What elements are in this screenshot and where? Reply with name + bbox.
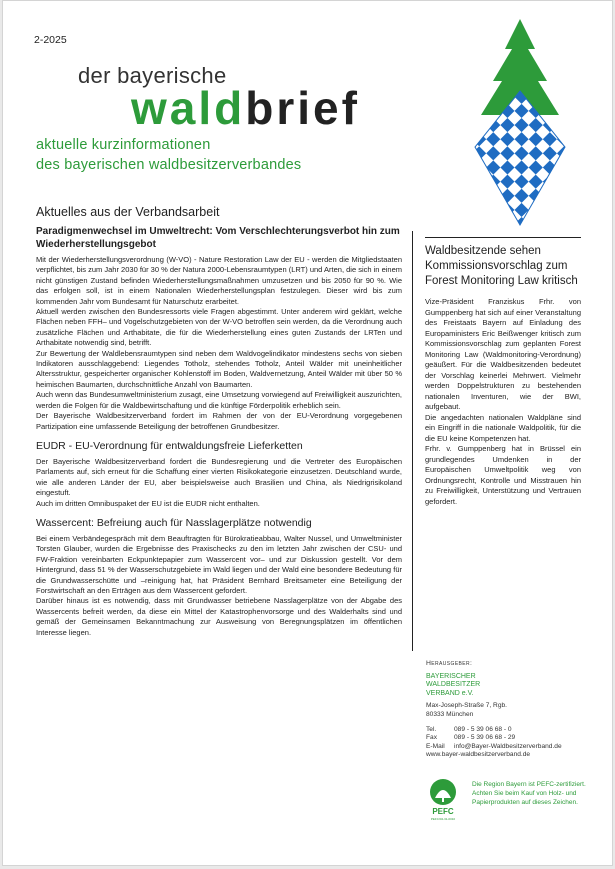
imprint-org-line: BAYERISCHER [426, 672, 476, 680]
imprint-street: Max-Joseph-Straße 7, Rgb. [426, 702, 507, 710]
article-1-paragraph: Auch wenn das Bundesumweltministerium zusagt, eine Umsetzung vorwiegend auf Freiwilligkeit auszurichten, werden die Folgen für die Waldbewirtschaftung und die künftige Förderpolitik erheblich sein. [36, 390, 403, 410]
imprint [426, 660, 596, 760]
imprint-fax [426, 734, 596, 743]
imprint-org-line: WALDBESITZER [426, 681, 481, 689]
imprint-heading: Herausgeber: [426, 660, 473, 667]
article-2-paragraph: Auch im dritten Omnibuspaket der EU ist die EUDR nicht enthalten. [36, 498, 260, 508]
article-1-headline: Paradigmenwechsel im Umweltrecht: Vom Verschlechterungsverbot hin zum Wiederherstellungsgebot [36, 226, 400, 250]
imprint-tel [426, 726, 596, 735]
article-1-paragraph: Aktuell werden zwischen den Bundesressorts viele Fragen abgestimmt. Unter anderem wird geklärt, welche Flächen neben FFH– und Vogelschutzgebieten von der W-VO betroffen sein werden, da die Verordnung auch zusätzliche Flächen und Arthabitate, die für die Wiederherstellung eines guten Zustands der LRTen und Arthabitate notwendig sind, betrifft. [36, 307, 402, 348]
imprint-org-line: VERBAND e.V. [426, 689, 474, 697]
main-column [36, 205, 402, 638]
sidebar-headline: Waldbesitzende sehen Kommissionsvorschlag zum Forest Monitoring Law kritisch [425, 245, 578, 287]
article-3-headline: Wassercent: Befreiung auch für Nasslagerplätze notwendig [36, 516, 312, 529]
tagline-line-1: aktuelle kurzinformationen [36, 137, 211, 153]
sidebar [425, 237, 581, 507]
sidebar-paragraph: Frhr. v. Gumppenberg hat in Brüssel ein grundlegendes Umdenken in der Europäischen Umweltpolitik weg von Ordnungsrecht, Kontrolle und Misstrauen hin zu Freiwilligkeit, Unterstützung und Vertrauen gefordert. [425, 444, 581, 506]
article-1-paragraph: Zur Bewertung der Waldlebensraumtypen sind neben dem Waldvogelindikator mindestens sechs von sieben Indikatoren ausschlaggebend: Liegendes Totholz, stehendes Totholz, Anteil Wälder mit uneinheitlicher Altersstruktur, gespeicherter organischer Kohlenstoff im Boden, Waldvernetzung, Anteil Wälder mit über 50 % heimischen Baumarten, durchschnittliche Anzahl von Baumarten. [36, 348, 402, 389]
pefc-logo-icon [426, 778, 460, 822]
article-2-paragraph: Der Bayerische Waldbesitzerverband fordert die Bundesregierung und die Vertreter des Europäischen Parlaments auf, sich erneut für die Schaffung einer vierten Risikokategorie einzusetzen. Deutschland wurde, wie alle anderen Länder der EU, aber beispielsweise auch Brasilien und China, als Niedrigrisikoland eingestuft. [36, 456, 402, 498]
article-3 [36, 517, 402, 638]
masthead-title-brief: brief [245, 82, 360, 134]
imprint-city: 80333 München [426, 710, 474, 718]
sidebar-paragraph: Die angedachten nationalen Waldpläne sind ein Eingriff in die nationale Waldpolitik, für die die EU keine Kompetenzen hat. [425, 412, 581, 443]
article-3-paragraph: Darüber hinaus ist es notwendig, dass mit Grundwasser betriebene Nasslagerplätze von der Abgabe des Wassercents befreit werden, da diese ein Mittel der Katastrophenvorsorge und des Walderhalts sind und gemäß der Gemeinsamen Bekanntmachung zur Ausweisung von Beregnungsplätzen im öffentlichen Interesse liegen. [36, 596, 402, 637]
section-title: Aktuelles aus der Verbandsarbeit [36, 205, 220, 219]
masthead-subtitle: der bayerische [78, 63, 227, 88]
article-1-paragraph: Der Bayerische Waldbesitzerverband fordert im Rahmen der von der EU-Verordnung vorgegebenen Partizipation eine umfassende Beteiligung der betroffenen Grundbesitzer. [36, 411, 402, 431]
sidebar-top-rule [425, 237, 581, 238]
article-3-paragraph: Bei einem Verbändegespräch mit dem Beauftragten für Bürokratieabbau, Walter Nussel, und Umweltminister Torsten Glauber, wurden die Ergebnisse des Praxischecks zu den im letzten Jahr zwischen der CSU- und FW-Fraktion vereinbarten Eckpunktepapier zum Wassercent vor– und zur Diskussion gestellt. Vor dem Hintergrund, dass 51 % der Wasserschutzgebiete im Wald liegen und der Wald eine besondere Bedeutung für die Grundwasserschütte und –reinigung hat, hat Präsident Bernhard Breitsameter eine Beteiligung der Forstwirtschaft an den Erträgen aus dem Wassercent gefordert. [36, 533, 402, 595]
newsletter-page [2, 0, 613, 866]
masthead-title [131, 82, 360, 134]
tree-diamond-logo-icon [465, 19, 575, 227]
issue-number: 2-2025 [34, 34, 67, 46]
imprint-email [426, 743, 596, 752]
article-2 [36, 440, 402, 509]
tel-value[interactable]: 089 - 5 39 06 68 - 0 [454, 725, 512, 733]
website-link[interactable]: www.bayer-waldbesitzerverband.de [426, 751, 531, 759]
article-2-headline: EUDR - EU-Verordnung für entwaldungsfreie Lieferketten [36, 439, 303, 452]
email-label: E-Mail [426, 742, 445, 750]
tel-label: Tel. [426, 725, 437, 733]
tagline-line-2: des bayerischen waldbesitzerverbandes [36, 157, 302, 173]
column-divider [412, 231, 413, 651]
article-1-paragraph: Mit der Wiederherstellungsverordnung (W-VO) - Nature Restoration Law der EU - werden die Mitgliedstaaten verpflichtet, bis zum Jahr 2030 für 30 % der Natura 2000-Lebensraumtypen (LRT) und Arten, die sich in einem nicht günstigen Zustand befinden Wiederherstellungsmaßnahmen umzusetzen und bis 2050 für 90 %. Wie das erfolgen soll, ist in einem Nationalen Wiederherstellungsplan festzulegen. Dieser wird bis zum kommenden Jahr vom Bundesamt für Naturschutz erarbeitet. [36, 255, 402, 306]
pefc-logo-sub: PEFC/04-31-0010 [430, 817, 456, 821]
fax-value: 089 - 5 39 06 68 - 29 [454, 734, 516, 742]
masthead-title-wald: wald [131, 82, 246, 134]
email-link[interactable]: info@Bayer-Waldbesitzerverband.de [454, 742, 562, 750]
pefc-logo-text: PEFC [432, 807, 454, 816]
sidebar-paragraph: Vize-Präsident Franziskus Frhr. von Gumppenberg hat sich auf einer Veranstaltung des Freistaats Bayern auf Einladung des Europaministers Eric Beißwenger kritisch zum Kommissionsvorschlag zum geplanten Forest Monitoring Law (Waldmonitoring-Verordnung) geäußert. Für die Waldbesitzenden bedeutet der Vorschlag keinerlei Mehrwert. Vielmehr werden Doppelstrukturen zu bestehenden nationalen Inventuren, wie der BWI, aufgebaut. [425, 297, 581, 411]
fax-label: Fax [426, 734, 437, 742]
pefc-block [426, 778, 606, 824]
pefc-text: Die Region Bayern ist PEFC-zertifiziert. Achten Sie beim Kauf von Holz- und Papierprodukten auf dieses Zeichen. [472, 781, 586, 806]
